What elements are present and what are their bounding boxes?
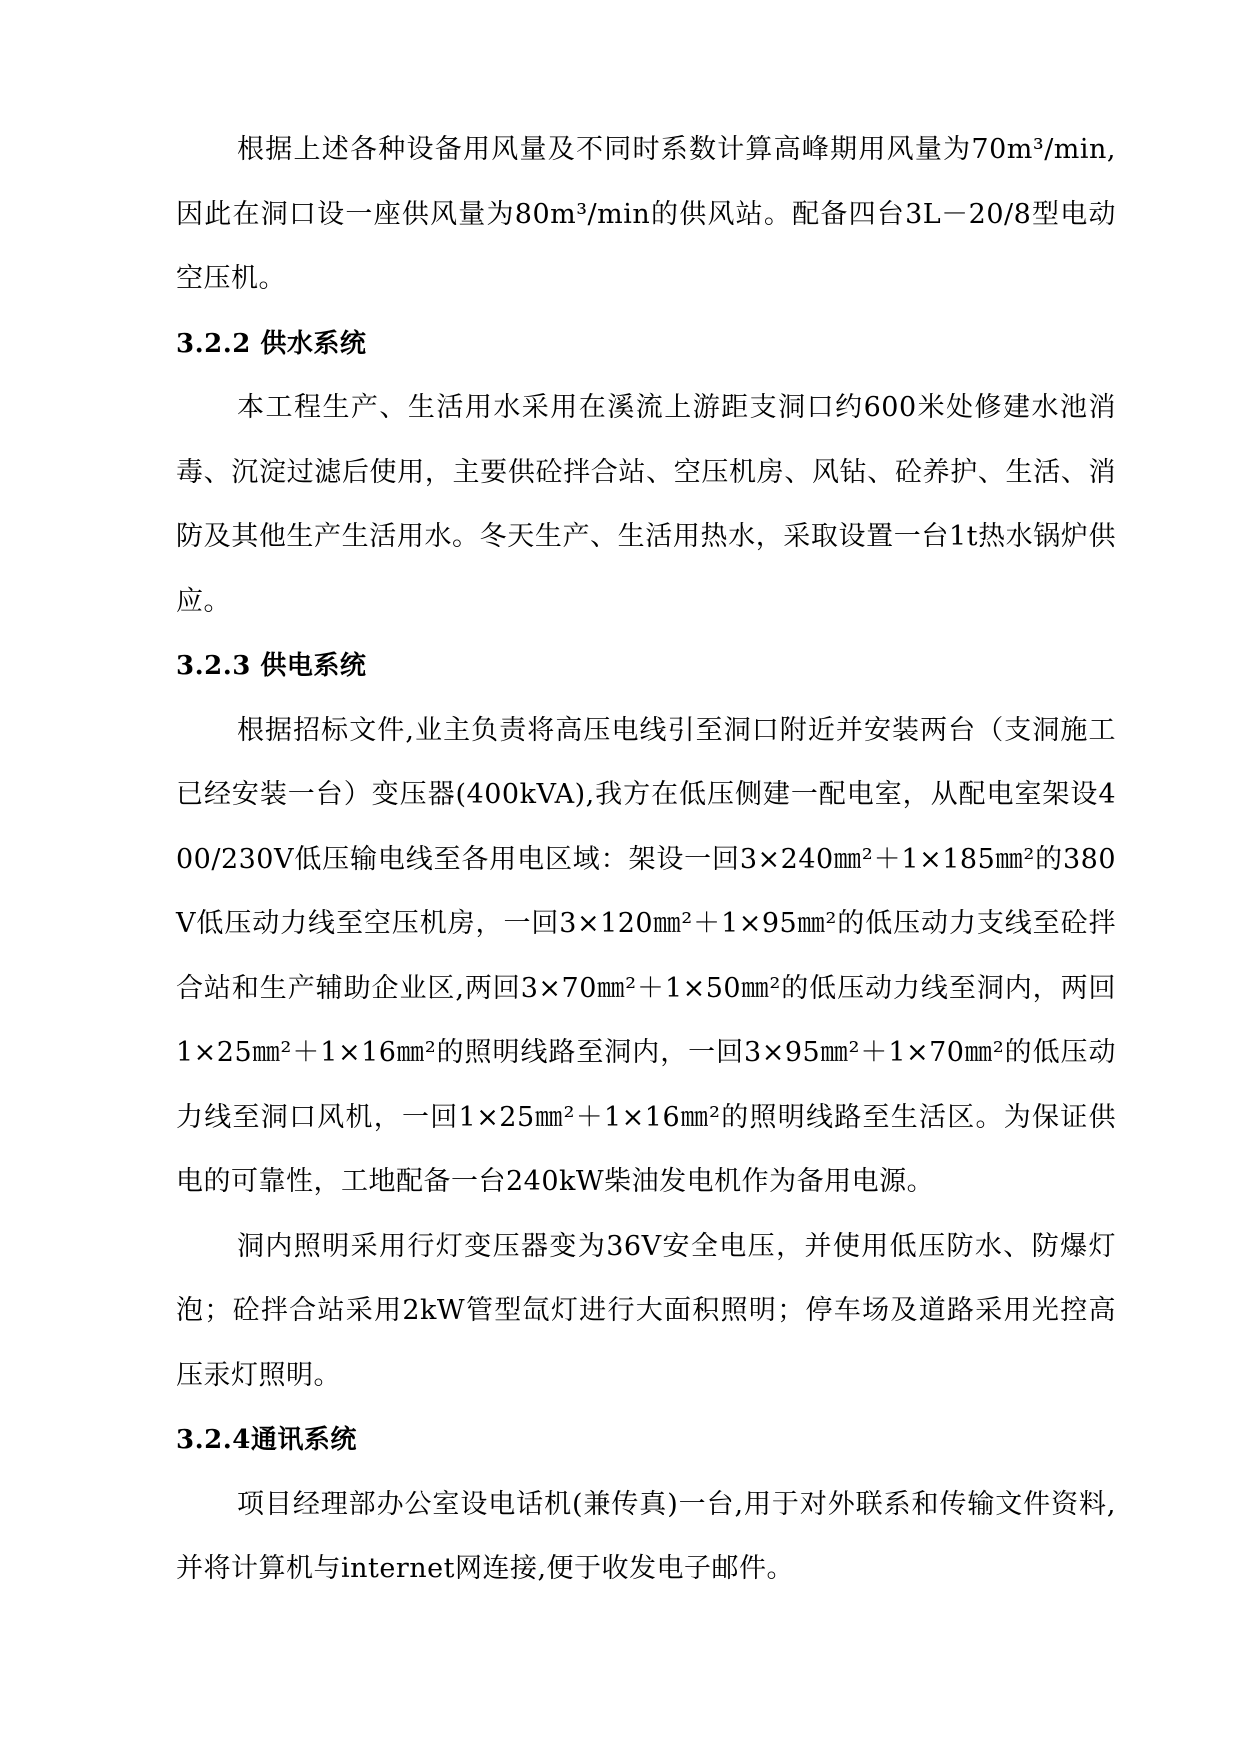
heading-water-supply: 3.2.2 供水系统 [176,328,367,359]
paragraph-communication: 项目经理部办公室设电话机(兼传真)一台,用于对外联系和传输文件资料,并将计算机与internet网连接,便于收发电子邮件。 [176,1488,1116,1584]
heading-communication: 3.2.4通讯系统 [176,1425,357,1455]
heading-power-supply: 3.2.3 供电系统 [176,651,367,681]
paragraph-lighting: 洞内照明采用行灯变压器变为36V安全电压，并使用低压防水、防爆灯泡；砼拌合站采用2kW管型氙灯进行大面积照明；停车场及道路采用光控高压汞灯照明。 [176,1230,1116,1391]
paragraph-air-supply: 根据上述各种设备用风量及不同时系数计算高峰期用风量为70m³/min,因此在洞口设一座供风量为80m³/min的供风站。配备四台3L－20/8型电动空压机。 [176,134,1116,294]
document-body [176,118,1116,1602]
paragraph-power-supply: 根据招标文件,业主负责将高压电线引至洞口附近并安装两台（支洞施工已经安装一台）变压器(400kVA),我方在低压侧建一配电室，从配电室架设400/230V低压输电线至各用电区域：架设一回3×240㎜²＋1×185㎜²的380V低压动力线至空压机房，一回3×120㎜²＋1×95㎜²的低压动力支线至砼拌合站和生产辅助企业区,两回3×70㎜²＋1×50㎜²的低压动力线至洞内，两回1×25㎜²＋1×16㎜²的照明线路至洞内，一回3×95㎜²＋1×70㎜²的低压动力线至洞口风机，一回1×25㎜²＋1×16㎜²的照明线路至生活区。为保证供电的可靠性，工地配备一台240kW柴油发电机作为备用电源。 [176,714,1116,1197]
paragraph-water-supply: 本工程生产、生活用水采用在溪流上游距支洞口约600米处修建水池消毒、沉淀过滤后使用，主要供砼拌合站、空压机房、风钻、砼养护、生活、消防及其他生产生活用水。冬天生产、生活用热水，采取设置一台1t热水锅炉供应。 [176,392,1116,617]
